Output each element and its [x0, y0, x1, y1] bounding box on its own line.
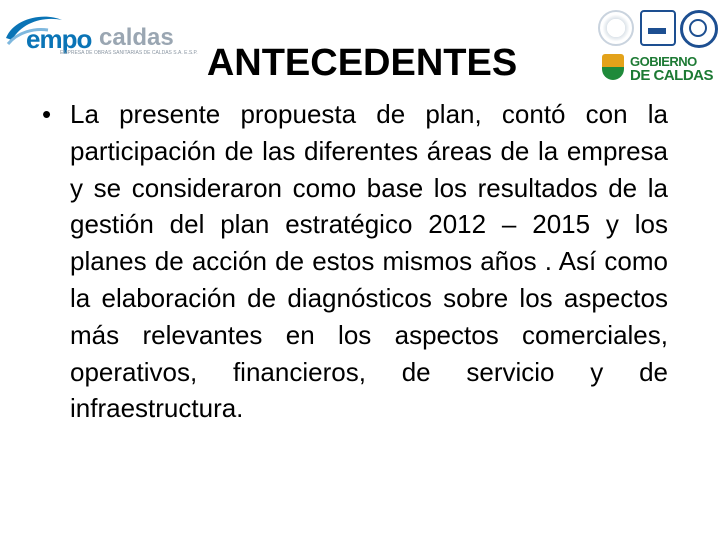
slide-title [0, 42, 720, 85]
certification-seals [598, 10, 716, 46]
gobierno-logo-line2: DE CALDAS [630, 67, 714, 84]
bullet-icon: • [42, 99, 52, 129]
seal-icon [598, 10, 634, 46]
slide-title-text: ANTECEDENTES [206, 42, 518, 84]
slide-content [28, 96, 668, 427]
logo-tagline: EMPRESA DE OBRAS SANITARIAS DE CALDAS S.A. E.S.P. [60, 50, 198, 56]
gobierno-logo-line1: GOBIERNO [630, 54, 697, 69]
certification-icon [640, 10, 676, 46]
bullet-text: La presente propuesta de plan, contó con la participación de las diferentes áreas de la empresa y se consideraron como base los resultados de la gestión del plan estratégico 2012 – 2015 y los planes de acción de estos mismos años . Así como la elaboración de diagnósticos sobre los aspectos más relevantes en los aspectos comerciales, operativos, financieros, de servicio y de infraestructura. [70, 99, 668, 424]
logo-text-caldas: caldas [99, 24, 174, 51]
bullet-item [28, 96, 668, 427]
logo-text-empo: empo [26, 24, 92, 54]
